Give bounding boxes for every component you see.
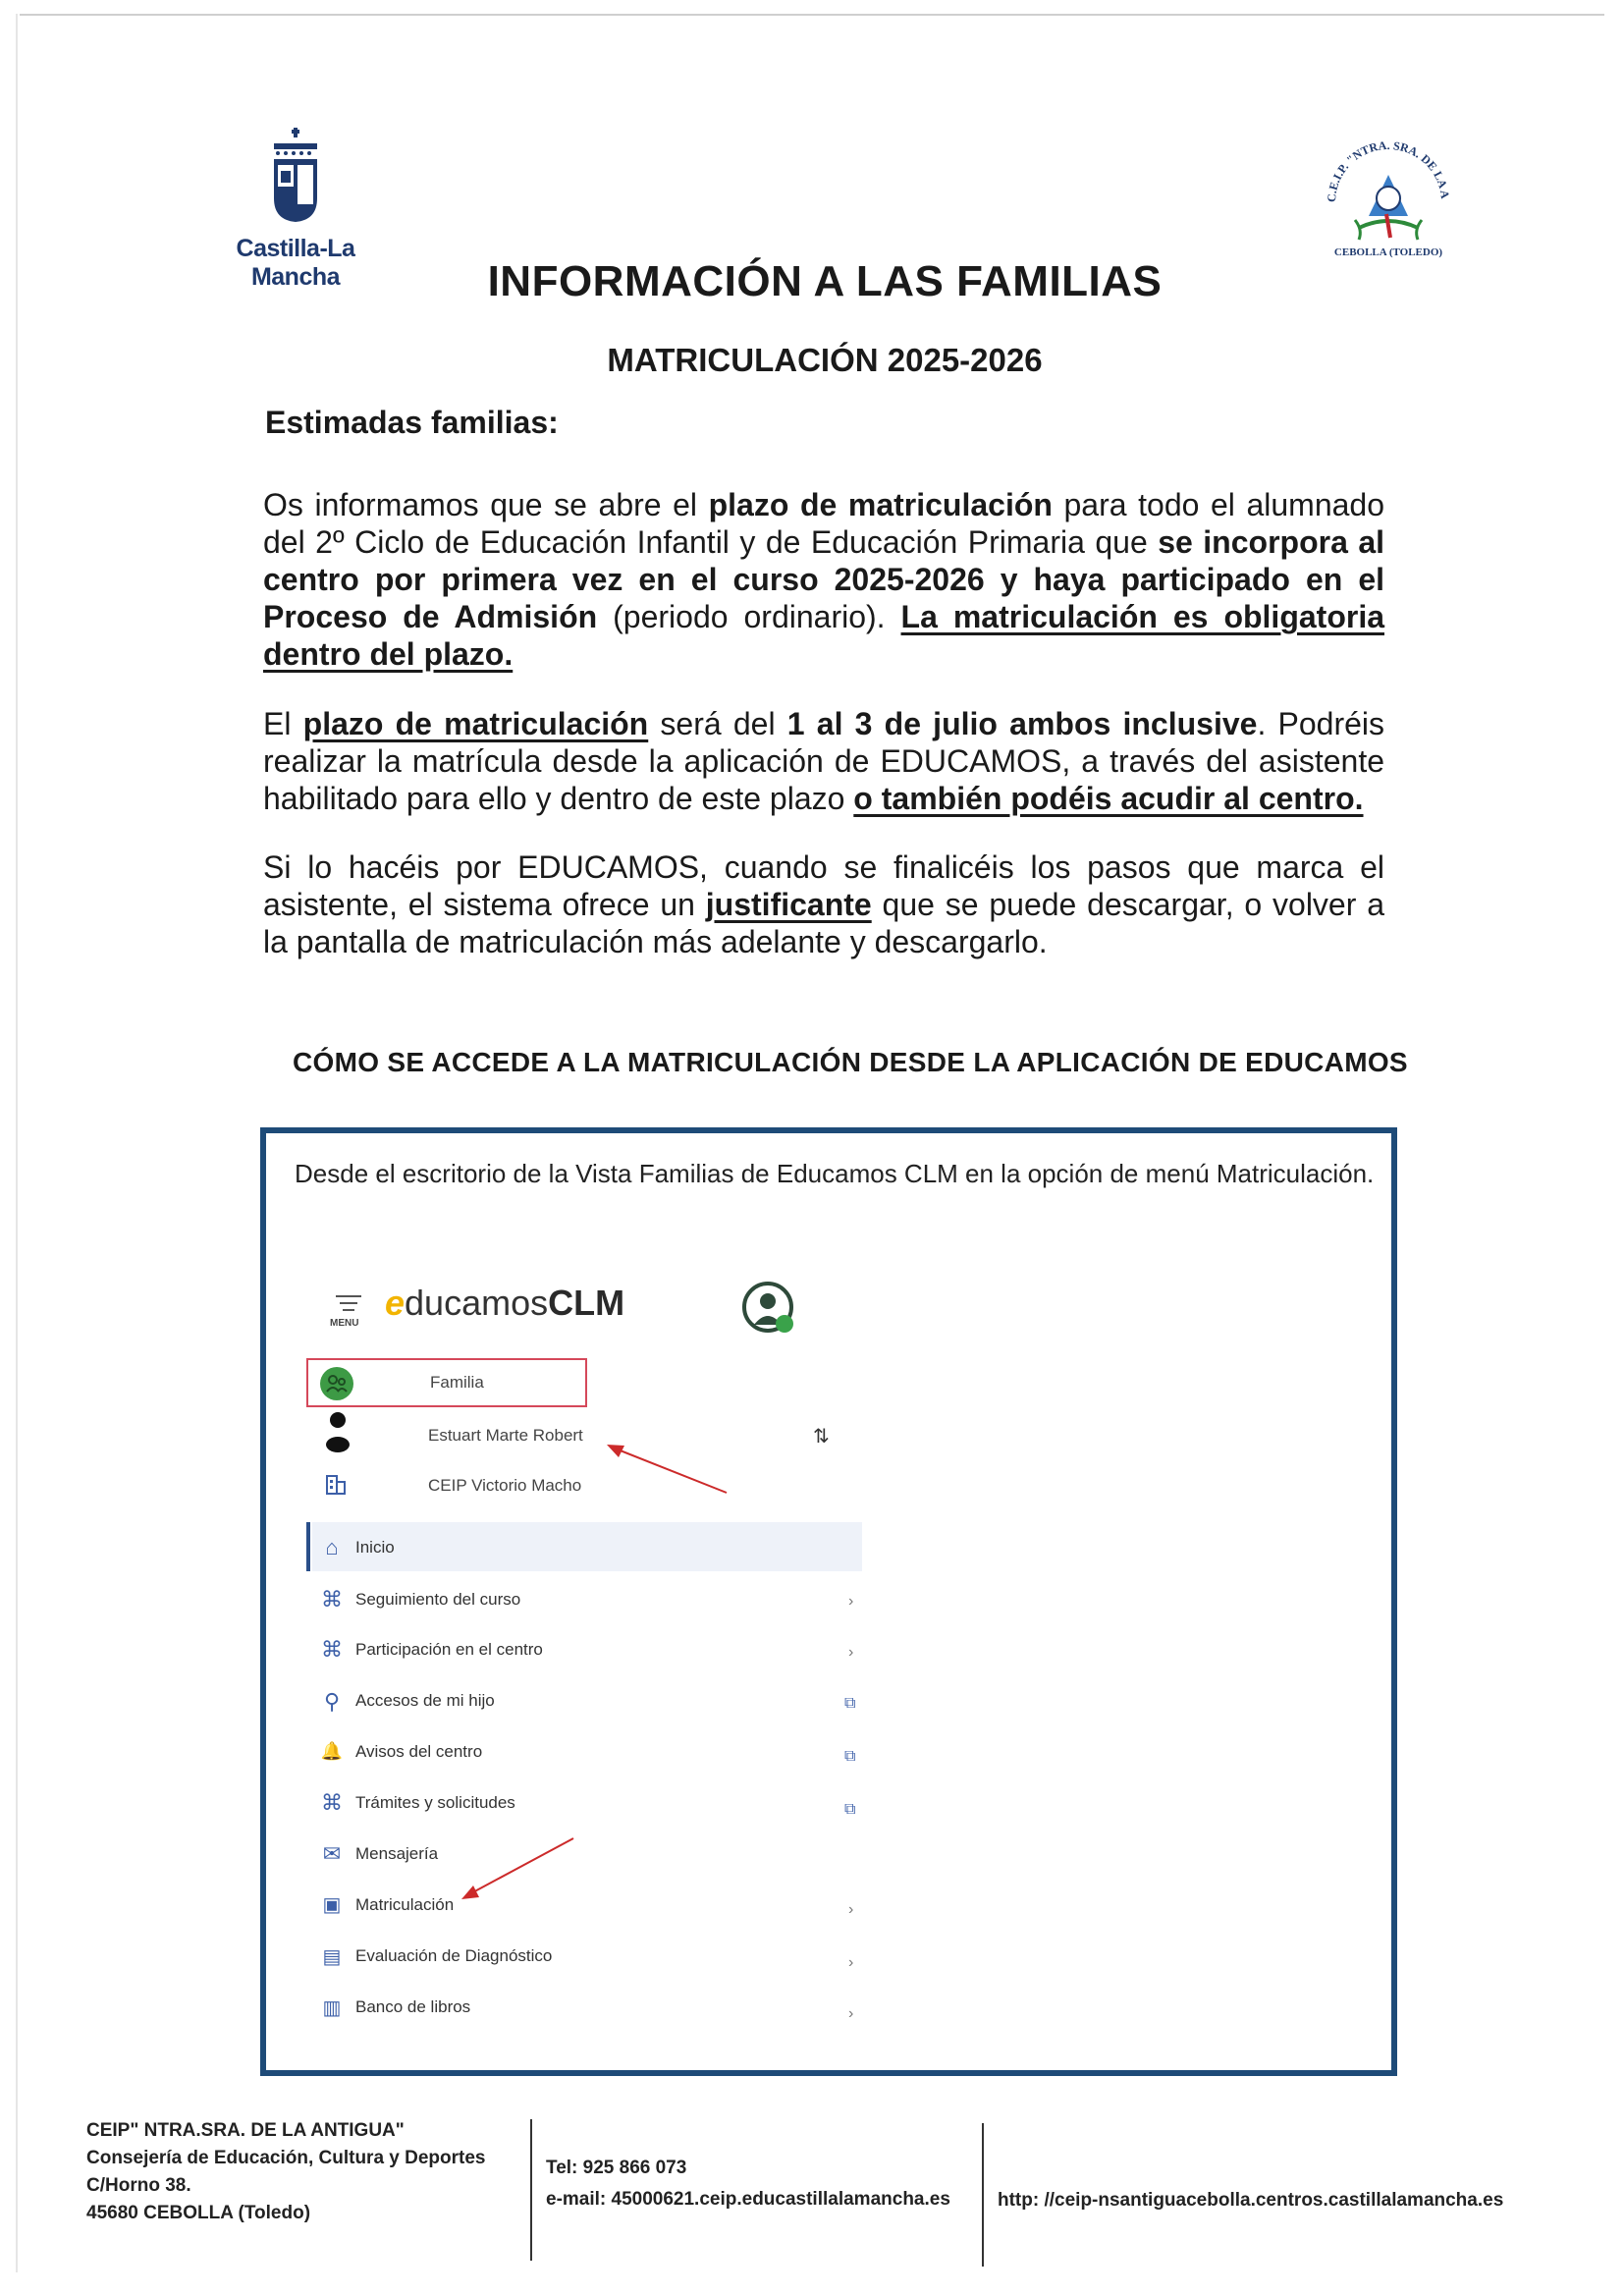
paragraph-dates: El plazo de matriculación será del 1 al 3 de julio ambos inclusive. Podréis realizar la matrícula desde la aplicación de EDUCAMOS, a través del asistente habilitado para ello y dentro de este plazo o también podéis acudir al centro. (263, 706, 1385, 816)
nav-item-accesos[interactable]: Accesos de mi hijo (355, 1691, 495, 1710)
footer-divider (982, 2123, 984, 2267)
school-building-icon (324, 1473, 348, 1502)
family-icon (320, 1367, 353, 1400)
footer-address (86, 2117, 486, 2227)
nav-item-matriculacion[interactable]: Matriculación (355, 1895, 455, 1914)
student-person-icon (324, 1410, 352, 1458)
grid-icon: ⌘ (321, 1637, 343, 1662)
grid-icon: ⌘ (321, 1587, 343, 1612)
mail-icon: ✉ (322, 1841, 342, 1866)
educamos-clm-logo: educamosCLM (385, 1283, 625, 1323)
book-icon: ▥ (322, 1997, 342, 2019)
region-logo-text: Castilla-La Mancha (236, 235, 355, 291)
footer-street: C/Horno 38. (86, 2175, 191, 2196)
external-link-icon: ⧉ (844, 1801, 856, 1818)
footer-department: Consejería de Educación, Cultura y Deportes (86, 2148, 486, 2168)
student-name[interactable]: Estuart Marte Robert (428, 1426, 583, 1445)
svg-text:C.E.I.P. "NTRA. SRA. DE LA ANT: C.E.I.P. "NTRA. SRA. DE LA A (1324, 137, 1452, 203)
section-heading: CÓMO SE ACCEDE A LA MATRICULACIÓN DESDE LA APLICACIÓN DE EDUCAMOS (293, 1047, 1408, 1077)
user-avatar-icon[interactable] (742, 1282, 793, 1333)
swap-student-icon[interactable]: ⇅ (813, 1426, 830, 1448)
footer-divider (530, 2119, 532, 2261)
chevron-right-icon: › (848, 1954, 854, 1971)
page-title: INFORMACIÓN A LAS FAMILIAS (487, 257, 1163, 305)
document-icon: ▤ (322, 1946, 342, 1968)
nav-item-evaluacion[interactable]: Evaluación de Diagnóstico (355, 1946, 553, 1965)
paragraph-enrollment-period: Os informamos que se abre el plazo de matriculación para todo el alumnado del 2º Ciclo de Educación Infantil y de Educación Primaria que se incorpora al centro por primera vez en el curso 2025-2026 y haya participado en el Proceso de Admisión (periodo ordinario). La matriculación es obligatoria dentro del plazo. (263, 487, 1385, 672)
active-nav-indicator (306, 1522, 310, 1571)
grid-icon: ⌘ (321, 1790, 343, 1815)
nav-item-seguimiento[interactable]: Seguimiento del curso (355, 1590, 521, 1609)
external-link-icon: ⧉ (844, 1695, 856, 1712)
footer-tel: Tel: 925 866 073 (546, 2158, 687, 2178)
briefcase-icon: ▣ (322, 1894, 342, 1916)
paragraph-receipt: Si lo hacéis por EDUCAMOS, cuando se finalicéis los pasos que marca el asistente, el sistema ofrece un justificante que se puede descargar, o volver a la pantalla de matriculación más adelante y descargarlo. (263, 849, 1385, 959)
nav-item-avisos[interactable]: Avisos del centro (355, 1742, 483, 1761)
top-edge-line (20, 14, 1604, 16)
school-seal (1316, 126, 1461, 263)
school-name: CEIP Victorio Macho (428, 1476, 582, 1495)
footer-email[interactable]: e-mail: 45000621.ceip.educastillalamancha.es (546, 2189, 950, 2210)
chevron-right-icon: › (848, 1901, 854, 1918)
hamburger-menu-icon[interactable] (336, 1290, 361, 1316)
chevron-right-icon: › (848, 2005, 854, 2022)
nav-item-inicio[interactable]: Inicio (355, 1538, 395, 1557)
page-subtitle: MATRICULACIÓN 2025-2026 (607, 342, 1043, 378)
active-nav-background (312, 1522, 862, 1571)
castle-shield-icon (266, 128, 325, 226)
nav-item-mensajeria[interactable]: Mensajería (355, 1844, 439, 1863)
chevron-right-icon: › (848, 1593, 854, 1610)
svg-text:CEBOLLA (TOLEDO): CEBOLLA (TOLEDO) (1333, 246, 1443, 258)
footer-web[interactable]: http: //ceip-nsantiguacebolla.centros.castillalamancha.es (998, 2190, 1504, 2211)
nav-item-banco-libros[interactable]: Banco de libros (355, 1997, 471, 2016)
external-link-icon: ⧉ (844, 1748, 856, 1765)
greeting: Estimadas familias: (265, 405, 559, 440)
screenshot-caption: Desde el escritorio de la Vista Familias de Educamos CLM en la opción de menú Matriculación. (295, 1159, 1375, 1188)
footer-contact (546, 2153, 950, 2215)
home-icon: ⌂ (325, 1535, 339, 1559)
chevron-right-icon: › (848, 1644, 854, 1661)
school-seal-icon (1316, 126, 1461, 263)
nav-item-participacion[interactable]: Participación en el centro (355, 1640, 543, 1659)
footer-city: 45680 CEBOLLA (Toledo) (86, 2203, 311, 2223)
nav-item-tramites[interactable]: Trámites y solicitudes (355, 1793, 515, 1812)
bell-icon: 🔔 (320, 1741, 344, 1761)
footer-school: CEIP" NTRA.SRA. DE LA ANTIGUA" (86, 2120, 405, 2141)
menu-label: MENU (330, 1318, 359, 1329)
left-edge-line (16, 14, 18, 2272)
user-key-icon: ⚲ (323, 1689, 341, 1714)
family-label: Familia (430, 1373, 484, 1392)
